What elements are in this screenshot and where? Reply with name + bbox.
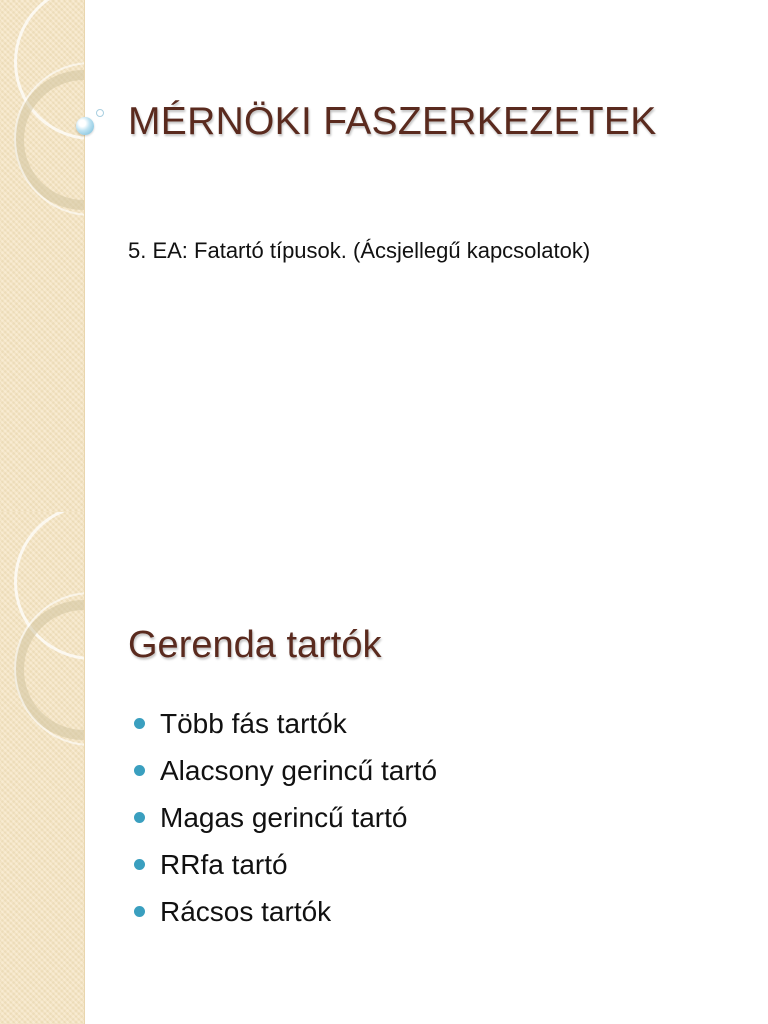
bullet-icon: [134, 812, 145, 823]
small-bead-icon: [96, 109, 104, 117]
bullet-icon: [134, 859, 145, 870]
slide-2: [0, 512, 768, 1024]
decorative-stripe: [0, 512, 85, 1024]
list-item: [134, 700, 437, 747]
bead-icon: [76, 117, 94, 135]
list-item-text: Több fás tartók: [160, 708, 347, 739]
slide-title: Gerenda tartók: [128, 624, 382, 666]
list-item: [134, 888, 437, 935]
list-item-text: Magas gerincű tartó: [160, 802, 408, 833]
bullet-icon: [134, 765, 145, 776]
bullet-list: [134, 700, 437, 935]
list-item: [134, 794, 437, 841]
decorative-stripe: [0, 0, 85, 512]
list-item-text: RRfa tartó: [160, 849, 288, 880]
list-item-text: Rácsos tartók: [160, 896, 332, 927]
slide-title: MÉRNÖKI FASZERKEZETEK: [128, 100, 657, 143]
bullet-icon: [134, 718, 145, 729]
list-item: [134, 747, 437, 794]
list-item: [134, 841, 437, 888]
list-item-text: Alacsony gerincű tartó: [160, 755, 438, 786]
bullet-icon: [134, 906, 145, 917]
slide-subtitle: 5. EA: Fatartó típusok. (Ácsjellegű kapcsolatok): [128, 238, 591, 263]
